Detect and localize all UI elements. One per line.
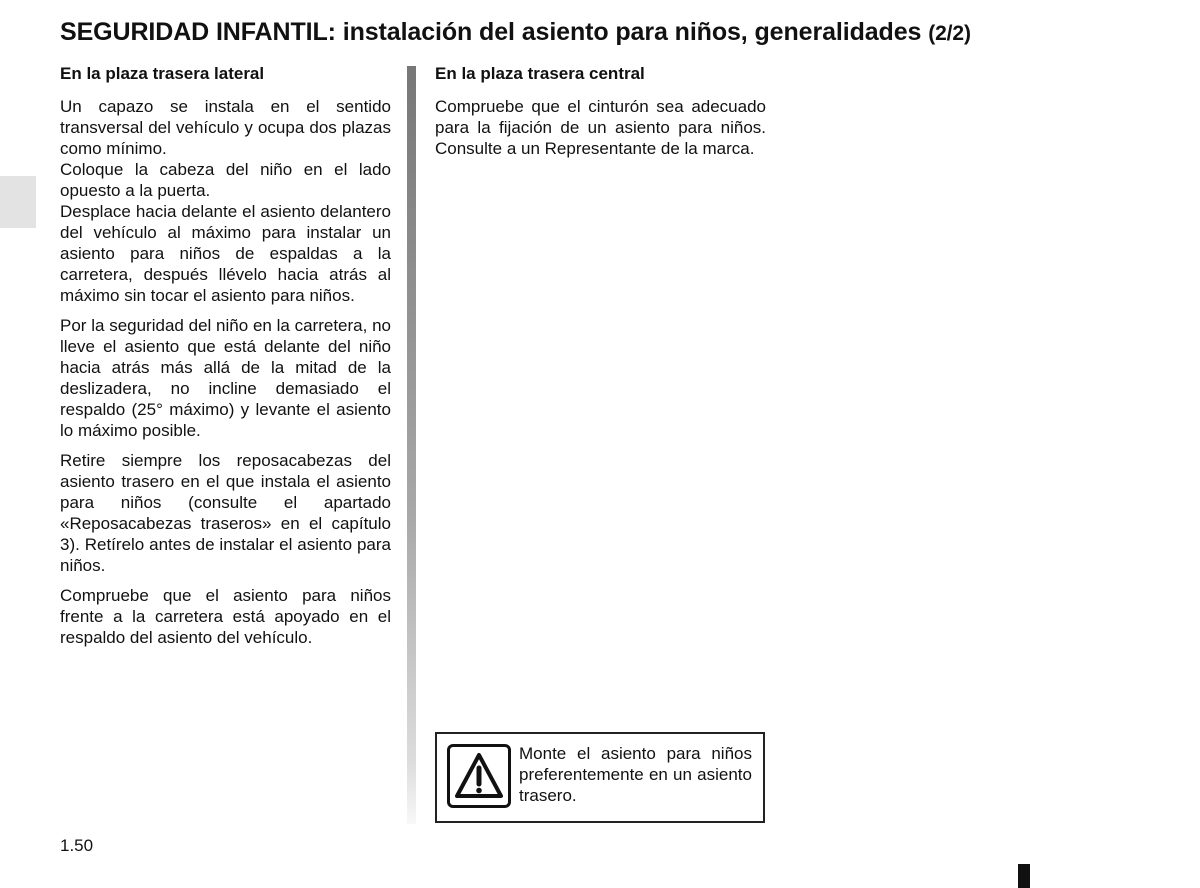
page-number: 1.50 bbox=[60, 836, 94, 855]
left-column bbox=[60, 64, 391, 657]
warning-text: Monte el asiento para niños preferentemente en un asiento trasero. bbox=[519, 744, 752, 805]
right-column bbox=[435, 64, 766, 168]
left-paragraph-4: Compruebe que el asiento para niños frente a la carretera está apoyado en el respaldo del asiento del vehículo. bbox=[60, 586, 391, 647]
page-title-suffix: (2/2) bbox=[928, 22, 971, 45]
page-edge-marker bbox=[1018, 864, 1030, 888]
chapter-tab bbox=[0, 176, 36, 228]
page-title-text: SEGURIDAD INFANTIL: instalación del asiento para niños, generalidades bbox=[60, 18, 922, 46]
warning-triangle-icon bbox=[447, 744, 511, 808]
warning-box bbox=[435, 732, 765, 823]
right-column-heading: En la plaza trasera central bbox=[435, 64, 645, 83]
left-column-heading: En la plaza trasera lateral bbox=[60, 64, 265, 83]
right-paragraph-1: Compruebe que el cinturón sea adecuado para la fijación de un asiento para niños. Consulte a un Representante de la marca. bbox=[435, 97, 766, 158]
left-paragraph-1: Un capazo se instala en el sentido transversal del vehículo y ocupa dos plazas como mínimo. Coloque la cabeza del niño en el lado opuesto a la puerta. Desplace hacia delante el asiento delantero del vehículo al máximo para instalar un asiento para niños de espaldas a la carretera, después llévelo hacia atrás al máximo sin tocar el asiento para niños. bbox=[60, 97, 391, 305]
left-paragraph-3: Retire siempre los reposacabezas del asiento trasero en el que instala el asiento para niños (consulte el apartado «Reposacabezas traseros» en el capítulo 3). Retírelo antes de instalar el asiento para niños. bbox=[60, 451, 391, 575]
column-divider bbox=[407, 66, 416, 824]
left-paragraph-2: Por la seguridad del niño en la carretera, no lleve el asiento que está delante del niño hacia atrás más allá de la mitad de la deslizadera, no incline demasiado el respaldo (25° máximo) y levante el asiento lo máximo posible. bbox=[60, 316, 391, 440]
page-title bbox=[60, 18, 1160, 47]
